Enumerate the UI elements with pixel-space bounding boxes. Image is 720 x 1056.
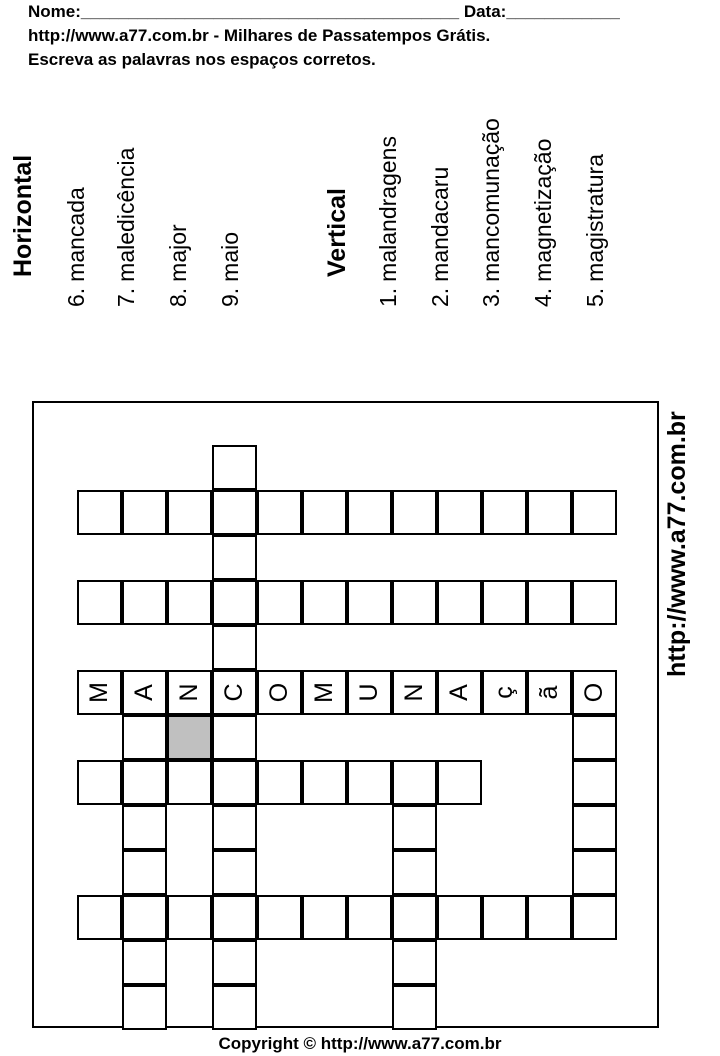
cell-letter: O: [580, 682, 608, 703]
site-line: http://www.a77.com.br - Milhares de Passatempos Grátis.: [28, 26, 491, 45]
cell-letter: M: [310, 682, 338, 703]
clue-number: 2.: [427, 287, 453, 307]
vertical-title: Vertical: [323, 188, 351, 277]
puzzle-board: [32, 401, 659, 1028]
clue-number: 4.: [530, 287, 556, 307]
data-label: Data:: [463, 2, 507, 21]
clue-1: [377, 136, 400, 307]
cell-letter: ã: [535, 685, 563, 700]
clue-7: [115, 148, 138, 307]
nome-blank: ________________________________________: [80, 2, 460, 21]
cell-letter: ç: [490, 686, 518, 699]
cell-letter: A: [445, 684, 473, 701]
nome-label: Nome:: [28, 2, 81, 21]
clue-4: [532, 139, 555, 307]
data-blank: ____________: [506, 2, 620, 21]
clue-word: maledicência: [113, 147, 139, 282]
instruction-line: Escreva as palavras nos espaços corretos.: [28, 50, 376, 69]
clue-2: [429, 167, 452, 307]
clue-word: mandacaru: [427, 166, 453, 282]
side-url: http://www.a77.com.br: [663, 411, 691, 677]
clue-word: major: [165, 224, 191, 282]
clue-number: 6.: [63, 287, 89, 307]
cell-letter: M: [85, 682, 113, 703]
clue-word: mancomunação: [478, 118, 504, 282]
cell-letter: N: [175, 683, 203, 702]
clue-number: 1.: [375, 287, 401, 307]
horizontal-title: Horizontal: [9, 154, 37, 277]
clue-8: [167, 224, 190, 307]
clue-9: [219, 232, 242, 307]
cell-letter: C: [220, 683, 248, 702]
clue-number: 5.: [582, 287, 608, 307]
clue-word: mancada: [63, 187, 89, 282]
clue-word: magnetização: [530, 138, 556, 282]
clue-3: [480, 118, 503, 307]
clue-5: [584, 154, 607, 307]
copyright: Copyright © http://www.a77.com.br: [218, 1034, 502, 1053]
cell-letter: A: [130, 684, 158, 701]
cell-letter: U: [355, 683, 383, 702]
clue-number: 7.: [113, 287, 139, 307]
clue-number: 9.: [217, 287, 243, 307]
clue-word: magistratura: [582, 153, 608, 282]
cell-letter: N: [400, 683, 428, 702]
clue-number: 3.: [478, 287, 504, 307]
name-date-line: [28, 2, 620, 22]
clue-word: maio: [217, 231, 243, 282]
clue-6: [65, 187, 88, 307]
clue-word: malandragens: [375, 136, 401, 282]
cell-letter: O: [265, 682, 293, 703]
clue-number: 8.: [165, 287, 191, 307]
